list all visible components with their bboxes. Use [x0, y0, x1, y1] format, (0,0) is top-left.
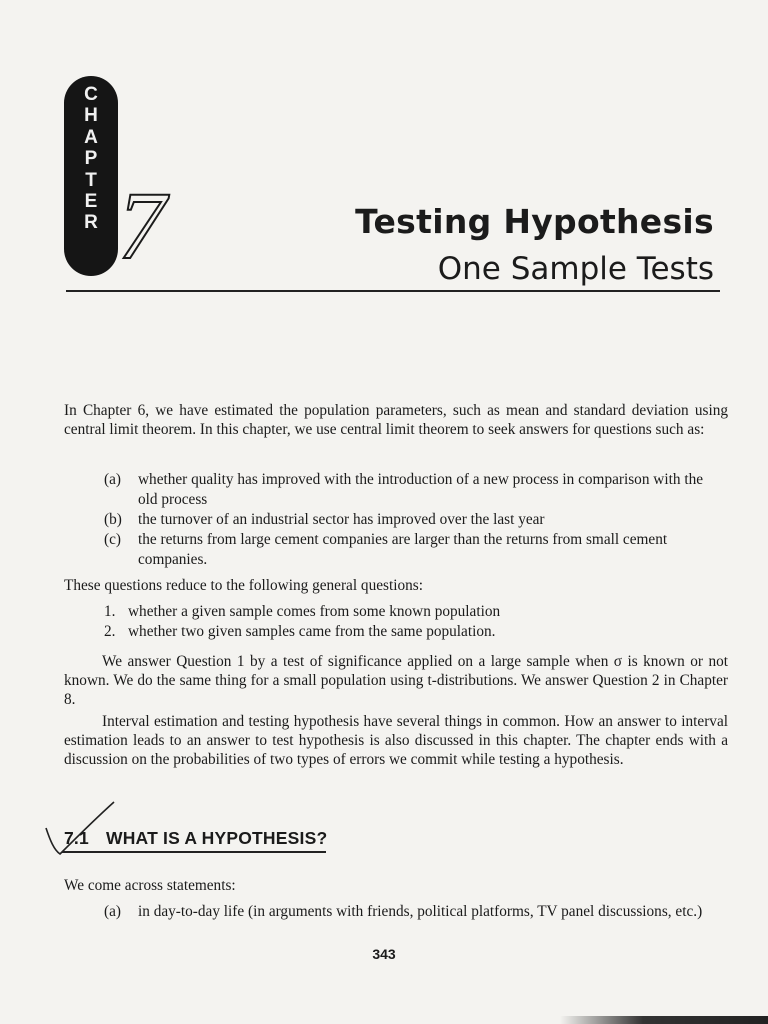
list-item-label: (b) — [104, 511, 122, 528]
interval-paragraph: Interval estimation and testing hypothesis have several things in common. How an answer to interval estimation leads to an answer to test hypothesis is also discussed in this chapter. The chapter ends with a discussion on the probabilities of two types of errors we commit while testing a hypothesis. — [64, 713, 728, 768]
list-item-label: (a) — [104, 903, 121, 920]
list-item-label: (a) — [104, 471, 121, 488]
reduce-paragraph: These questions reduce to the following general questions: — [64, 577, 423, 594]
intro-paragraph: In Chapter 6, we have estimated the population parameters, such as mean and standard deviation using central limit theorem. In this chapter, we use central limit theorem to seek answers for questions such as: — [64, 402, 728, 438]
chapter-title: Testing Hypothesis — [355, 202, 714, 241]
list-item-label: (c) — [104, 531, 121, 548]
section-underline — [62, 851, 326, 853]
page-number: 343 — [372, 946, 396, 962]
section-intro: We come across statements: — [64, 877, 236, 894]
chapter-letter: E — [84, 191, 98, 213]
chapter-subtitle: One Sample Tests — [437, 251, 714, 287]
section-number: 7.1 — [64, 828, 89, 848]
list-item-text: whether quality has improved with the introduction of a new process in comparison with the old process — [138, 471, 704, 508]
list-item-text: the turnover of an industrial sector has improved over the last year — [138, 511, 545, 528]
section-title: WHAT IS A HYPOTHESIS? — [106, 828, 328, 848]
chapter-letter: R — [84, 212, 98, 234]
chapter-letter: H — [84, 105, 98, 127]
list-item-text: whether two given samples came from the same population. — [128, 623, 496, 640]
chapter-letter: A — [84, 126, 98, 148]
chapter-letter: P — [84, 148, 98, 170]
chapter-letter: C — [84, 84, 98, 105]
chapter-number: 7 — [118, 172, 166, 279]
list-item-label: 2. — [104, 623, 116, 640]
section-heading — [64, 828, 327, 849]
title-underline — [66, 290, 720, 292]
page-edge-shadow — [560, 1016, 768, 1024]
list-item-text: whether a given sample comes from some known population — [128, 603, 501, 620]
list-item-text: in day-to-day life (in arguments with friends, political platforms, TV panel discussions, etc.) — [138, 903, 703, 920]
chapter-label — [64, 84, 118, 234]
list-item-text: the returns from large cement companies are larger than the returns from small cement companies. — [138, 531, 668, 568]
answer-paragraph: We answer Question 1 by a test of significance applied on a large sample when σ is known or not known. We do the same thing for a small population using t-distributions. We answer Question 2 in Chapter 8. — [64, 653, 728, 708]
list-item-label: 1. — [104, 603, 116, 620]
chapter-letter: T — [85, 169, 97, 191]
